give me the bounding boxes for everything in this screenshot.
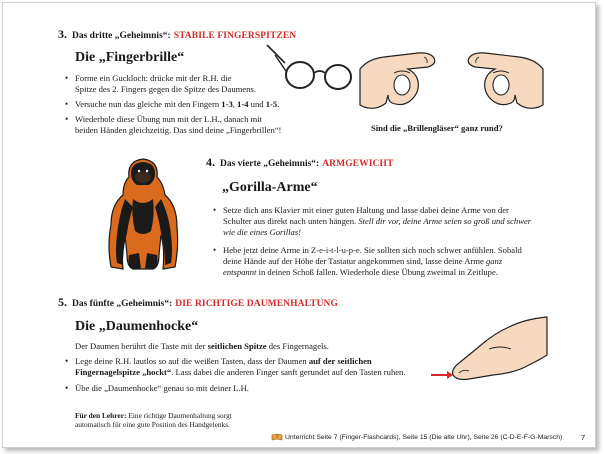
section-3-title: STABILE FINGERSPITZEN [173,31,297,41]
section-4-title: ARMGEWICHT [322,159,394,169]
book-page [2,2,596,448]
footer-reference [271,433,562,441]
section-3-heading [58,27,296,42]
list-item: • Hebe jetzt deine Arme in Z-e-i-t-l-u-p-e. Sie sollten sich noch schwer anfühlen. Sobald deine Hände auf der Höhe der Tastatur angekommen sind, lasse deine Arme ganz entspannt in deinen Schoß fallen. Wiederhole diese Übung zweimal in Zeitlupe. [213,245,535,279]
section-4-number: 4. [206,155,215,169]
footer-text: Unterricht Seite 7 (Finger-Flashcards), Seite 15 (Die alte Uhr), Seite 26 (C-D-E-F-G-Marsch) [285,433,563,441]
left-hand-finger-circle-illustration [358,47,448,117]
section-4-bullets [213,205,535,282]
list-item: • Übe die „Daumenhocke“ genau so mit deiner L.H. [65,383,435,394]
teacher-note: Für den Lehrer: Eine richtige Daumenhaltung sorgt automatisch für eine gute Position des Handgelenks. [75,411,232,430]
section-5-subtitle: Die „Daumenhocke“ [75,319,199,334]
section-3-number: 3. [58,27,67,41]
book-hand-icon [271,433,283,441]
section-4-heading [206,155,393,170]
section-5-prefix: Das fünfte „Geheimnis“: [72,299,173,309]
section-3-prefix: Das dritte „Geheimnis“: [72,31,171,41]
gorilla-illustration [103,155,185,275]
section-3-subtitle: Die „Fingerbrille“ [75,50,185,65]
list-item: • Wiederhole diese Übung nun mit der L.H., danach mit beiden Händen gleichzeitig. Das sind deine „Fingerbrillen“! [65,114,325,136]
section-3-caption: Sind die „Brillengläser“ ganz rund? [371,123,503,133]
list-item: • Lege deine R.H. lautlos so auf die weißen Tasten, dass der Daumen auf der seitlichen Fingernagelspitze „hockt“. Lass dabei die anderen Finger sanft gerundet auf den Tasten ruhen. [65,356,435,378]
list-item: • Forme ein Guckloch: drücke mit der R.H. die Spitze des 2. Fingers gegen die Spitze des Daumens. [65,73,325,95]
right-hand-finger-circle-illustration [455,47,545,117]
section-5-intro: Der Daumen berührt die Taste mit der seitlichen Spitze des Fingernagels. [75,341,329,351]
page-number: 7 [581,433,586,442]
section-5-title: DIE RICHTIGE DAUMENHALTUNG [175,299,338,309]
section-5-heading [58,295,338,310]
thumb-position-illustration [429,315,549,387]
section-4-subtitle: „Gorilla-Arme“ [222,180,318,195]
section-4-prefix: Das vierte „Geheimnis“: [220,159,320,169]
list-item: • Versuche nun das gleiche mit den Fingern 1-3, 1-4 und 1-5. [65,99,325,110]
section-5-number: 5. [58,295,67,309]
section-5-bullets [65,356,435,398]
list-item: • Setze dich ans Klavier mit einer guten Haltung und lasse dabei deine Arme von der Schulter aus direkt nach unten hängen. Stell dir vor, deine Arme seien so groß und schwer wie die eines Gorillas! [213,205,535,239]
glasses-illustration [265,43,355,93]
